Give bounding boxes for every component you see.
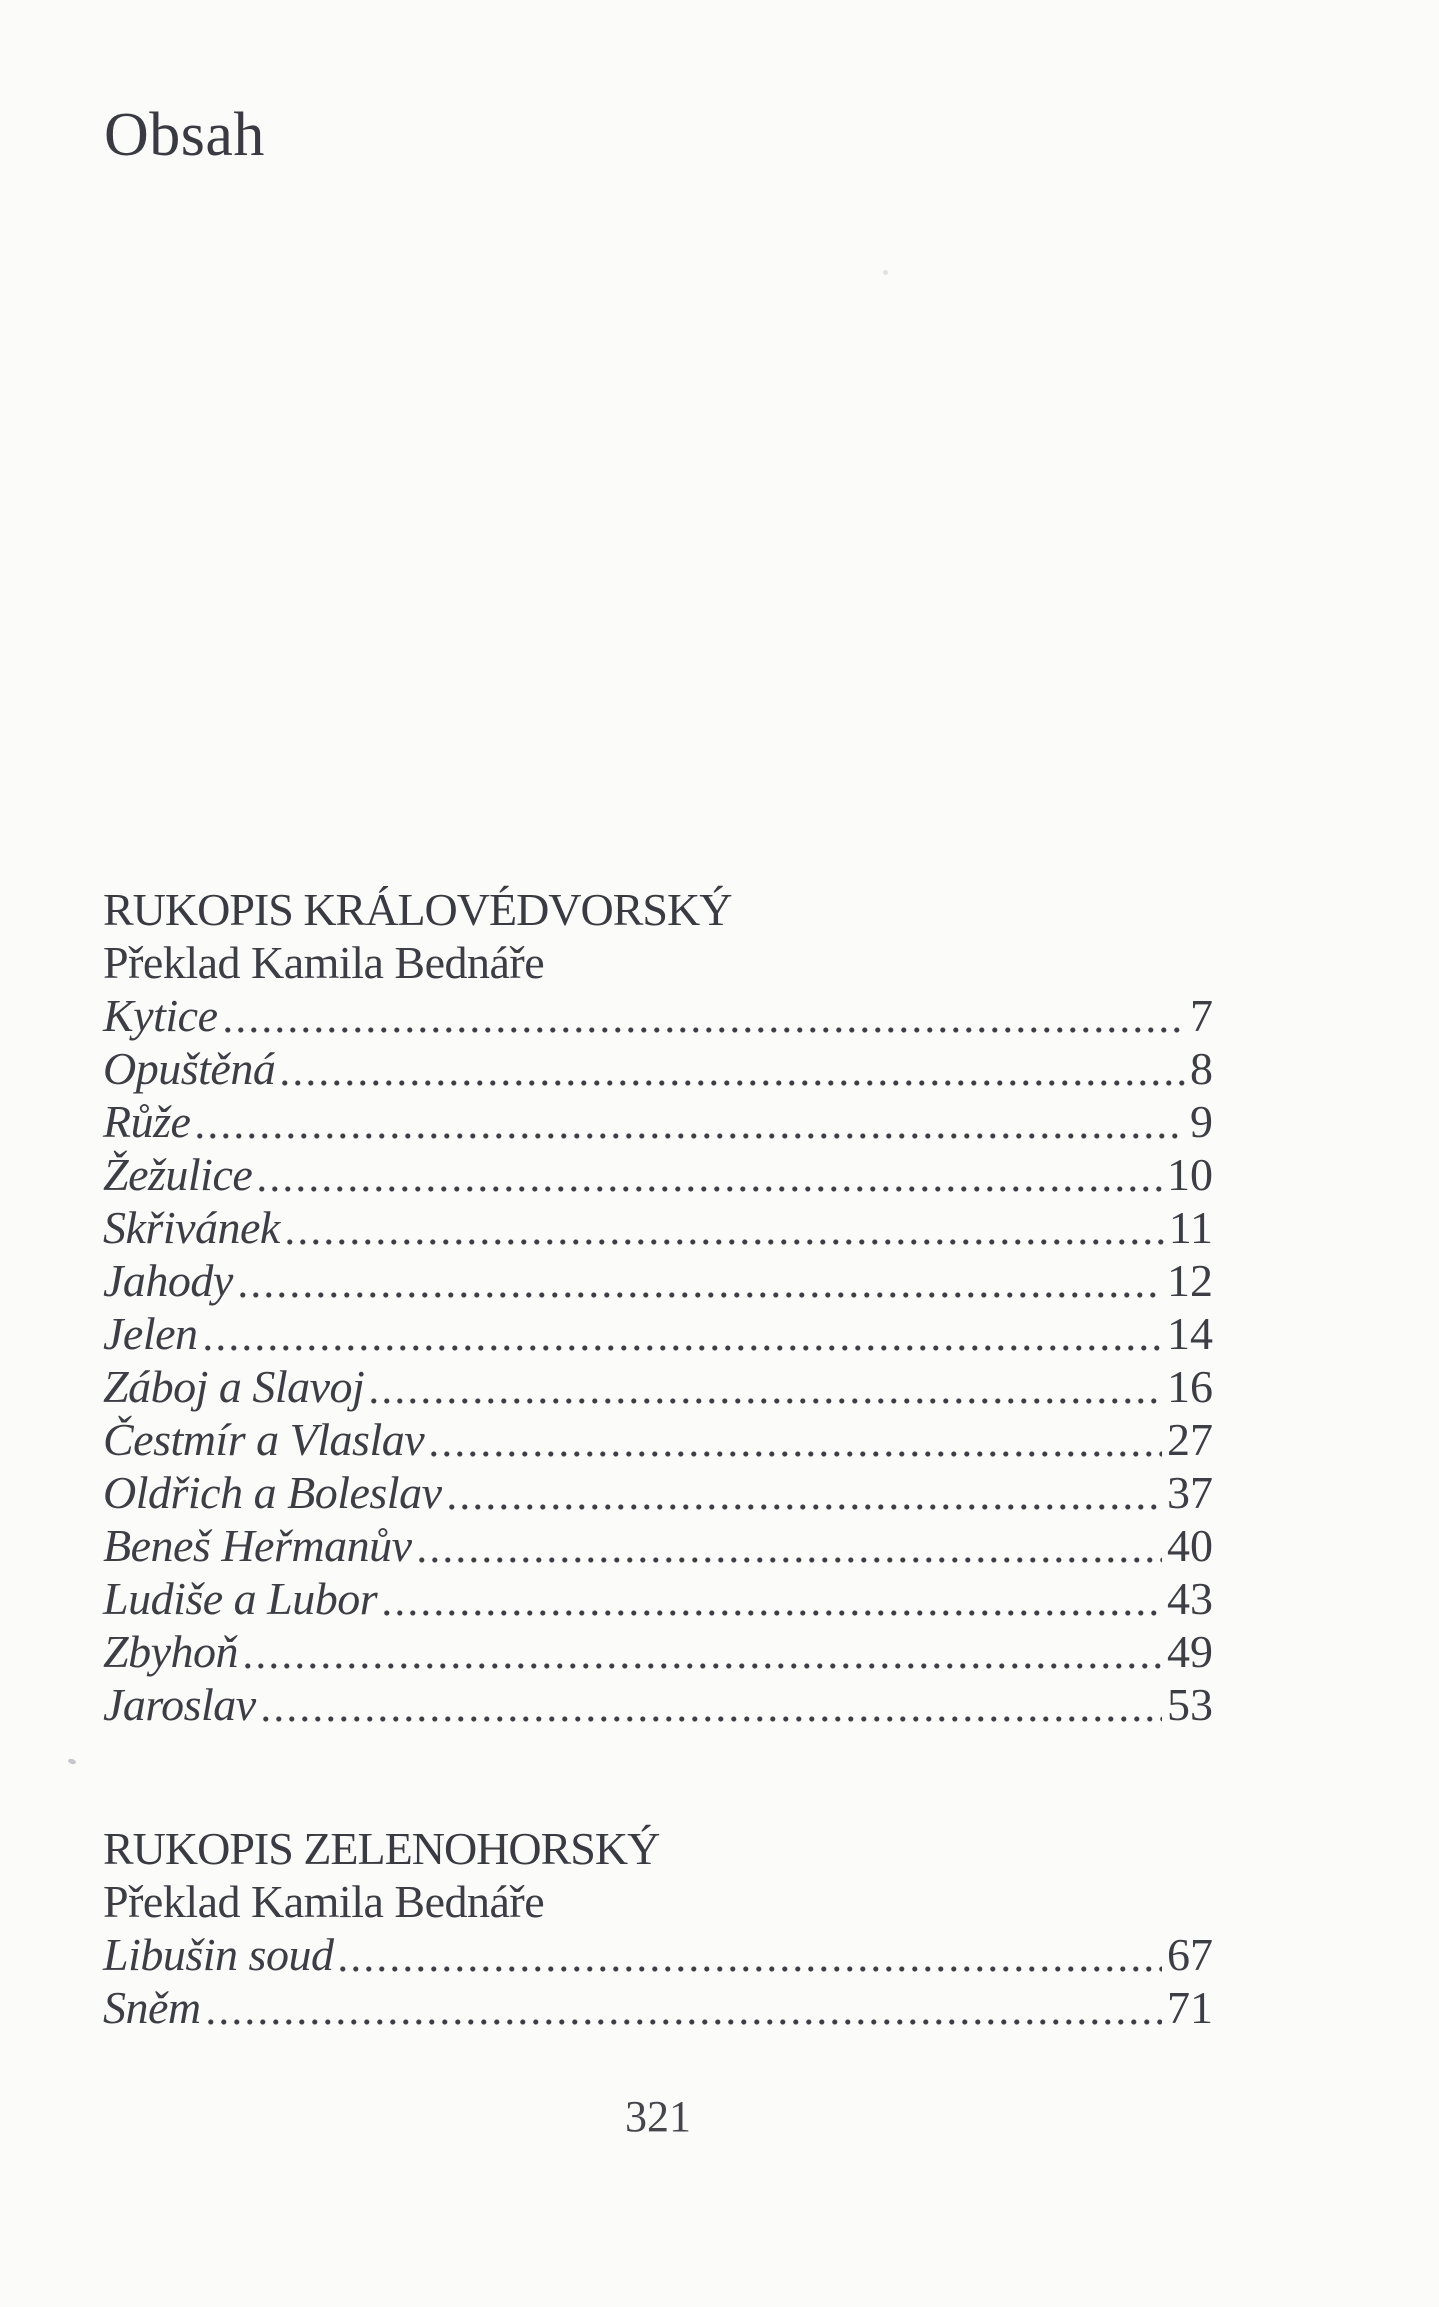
toc-entry-title: Skřivánek	[103, 1202, 280, 1253]
dotted-leader	[263, 1716, 1162, 1722]
section-subtitle: Překlad Kamila Bednáře	[103, 937, 545, 988]
toc-entry-title: Libušin soud	[103, 1929, 334, 1980]
scan-artifact-dot	[67, 1758, 76, 1765]
toc-entry	[103, 1042, 1213, 1095]
toc-entry	[103, 1148, 1213, 1201]
dotted-leader	[205, 1345, 1162, 1351]
toc-entry-title: Růže	[103, 1096, 191, 1147]
toc-entry-title: Záboj a Slavoj	[103, 1361, 365, 1412]
dotted-leader	[225, 1027, 1186, 1033]
dotted-leader	[282, 1080, 1185, 1086]
toc-entry-title: Kytice	[103, 990, 218, 1041]
dotted-leader	[287, 1239, 1164, 1245]
toc-section-zelenohorsky	[103, 1822, 1213, 2034]
section-heading: RUKOPIS ZELENOHORSKÝ	[103, 1823, 660, 1874]
toc-entry-page: 53	[1167, 1679, 1213, 1730]
dotted-leader	[419, 1557, 1162, 1563]
toc-entry-page: 8	[1190, 1043, 1213, 1094]
toc-entry-title: Žežulice	[103, 1149, 253, 1200]
dotted-leader	[449, 1504, 1163, 1510]
toc-entry-page: 40	[1167, 1520, 1213, 1571]
dotted-leader	[431, 1451, 1162, 1457]
toc-entry-title: Jaroslav	[103, 1679, 256, 1730]
toc-entry	[103, 989, 1213, 1042]
toc-entry	[103, 1928, 1213, 1981]
dotted-leader	[340, 1966, 1162, 1972]
toc-entry	[103, 1254, 1213, 1307]
toc-entry-title: Ludiše a Lubor	[103, 1573, 378, 1624]
toc-entry	[103, 1572, 1213, 1625]
toc-entry-page: 71	[1167, 1982, 1213, 2033]
toc-entry-title: Jahody	[103, 1255, 233, 1306]
scan-artifact-dot	[883, 270, 888, 275]
table-of-contents	[103, 883, 1213, 2143]
section-subtitle: Překlad Kamila Bednáře	[103, 1876, 545, 1927]
toc-section-kralovedvorsky	[103, 883, 1213, 1731]
toc-entry-page: 27	[1167, 1414, 1213, 1465]
toc-entry	[103, 1625, 1213, 1678]
toc-entry	[103, 1095, 1213, 1148]
toc-entry	[103, 1413, 1213, 1466]
dotted-leader	[371, 1398, 1162, 1404]
toc-entry-page: 16	[1167, 1361, 1213, 1412]
toc-entry-title: Oldřich a Boleslav	[103, 1467, 442, 1518]
toc-entry-title: Jelen	[103, 1308, 198, 1359]
toc-entry-page: 11	[1168, 1202, 1213, 1253]
toc-entry	[103, 1466, 1213, 1519]
toc-entry	[103, 1201, 1213, 1254]
dotted-leader	[208, 2019, 1162, 2025]
page-title: Obsah	[104, 101, 265, 169]
dotted-leader	[245, 1663, 1162, 1669]
toc-entry-page: 43	[1167, 1573, 1213, 1624]
toc-entry-title: Opuštěná	[103, 1043, 276, 1094]
toc-entry-page: 67	[1167, 1929, 1213, 1980]
toc-entry-page: 7	[1190, 990, 1213, 1041]
toc-entry-title: Beneš Heřmanův	[103, 1520, 412, 1571]
section-heading: RUKOPIS KRÁLOVÉDVORSKÝ	[103, 884, 732, 935]
toc-entry-page: 49	[1167, 1626, 1213, 1677]
toc-entry-title: Zbyhoň	[103, 1626, 238, 1677]
toc-entry	[103, 1678, 1213, 1731]
toc-entry-title: Čestmír a Vlaslav	[103, 1414, 425, 1465]
toc-entry-title: Sněm	[103, 1982, 201, 2033]
toc-entry	[103, 1360, 1213, 1413]
toc-entry	[103, 1307, 1213, 1360]
toc-entry	[103, 1981, 1213, 2034]
toc-entry-page: 37	[1167, 1467, 1213, 1518]
dotted-leader	[384, 1610, 1162, 1616]
dotted-leader	[240, 1292, 1162, 1298]
toc-entry-page: 12	[1167, 1255, 1213, 1306]
toc-entry-page: 14	[1167, 1308, 1213, 1359]
dotted-leader	[259, 1186, 1162, 1192]
dotted-leader	[197, 1133, 1185, 1139]
toc-entry-page: 10	[1167, 1149, 1213, 1200]
folio-page-number: 321	[625, 2092, 691, 2141]
toc-entry-page: 9	[1190, 1096, 1213, 1147]
toc-entry	[103, 1519, 1213, 1572]
